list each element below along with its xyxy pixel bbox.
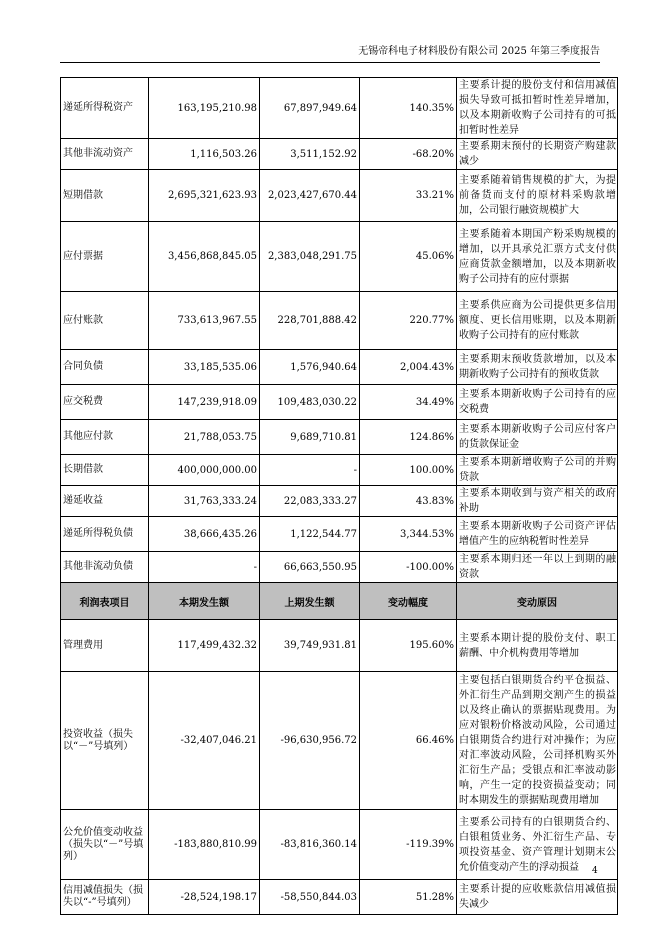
table-row: [61, 880, 618, 915]
income-section-header: [61, 583, 618, 620]
change-rate: 220.77%: [360, 292, 457, 350]
item-name: 递延收益: [61, 486, 149, 517]
prior-value: 2,023,427,670.44: [260, 170, 360, 222]
table-row: [61, 222, 618, 292]
change-reason: 主要系本期归还一年以上到期的融资款: [457, 552, 618, 583]
current-value: -: [149, 552, 260, 583]
change-rate: 51.28%: [360, 880, 457, 915]
change-reason: 主要系计提的股份支付和信用减值损失导致可抵扣暂时性差异增加，以及本期新收购子公司持有的可抵扣暂时性差异: [457, 78, 618, 139]
item-name: 其他非流动资产: [61, 139, 149, 170]
table-row: [61, 78, 618, 139]
change-rate: 140.35%: [360, 78, 457, 139]
current-value: 33,185,535.06: [149, 350, 260, 385]
page-number: 4: [592, 866, 598, 876]
prior-value: 9,689,710.81: [260, 420, 360, 455]
prior-value: -83,816,360.14: [260, 810, 360, 880]
prior-value: 1,122,544.77: [260, 517, 360, 552]
change-rate: 45.06%: [360, 222, 457, 292]
prior-value: -96,630,956.72: [260, 672, 360, 810]
current-value: -32,407,046.21: [149, 672, 260, 810]
report-title: 无锡帝科电子材料股份有限公司 2025 年第三季度报告: [358, 46, 600, 57]
table-row: [61, 420, 618, 455]
change-rate: -119.39%: [360, 810, 457, 880]
table-row: [61, 810, 618, 880]
page-header: [60, 42, 600, 63]
column-header: 本期发生额: [149, 583, 260, 620]
current-value: 31,763,333.24: [149, 486, 260, 517]
column-header: 变动幅度: [360, 583, 457, 620]
change-reason: 主要系本期收到与资产相关的政府补助: [457, 486, 618, 517]
prior-value: 66,663,550.95: [260, 552, 360, 583]
table-row: [61, 552, 618, 583]
change-reason: 主要系本期新收购子公司资产评估增值产生的应纳税暂时性差异: [457, 517, 618, 552]
prior-value: 39,749,931.81: [260, 620, 360, 672]
item-name: 短期借款: [61, 170, 149, 222]
prior-value: 1,576,940.64: [260, 350, 360, 385]
change-reason: 主要系计提的应收账款信用减值损失减少: [457, 880, 618, 915]
change-rate: -68.20%: [360, 139, 457, 170]
item-name: 管理费用: [61, 620, 149, 672]
change-reason: 主要系本期计提的股份支付、职工薪酬、中介机构费用等增加: [457, 620, 618, 672]
column-header: 利润表项目: [61, 583, 149, 620]
current-value: 117,499,432.32: [149, 620, 260, 672]
current-value: 163,195,210.98: [149, 78, 260, 139]
prior-value: -58,550,844.03: [260, 880, 360, 915]
change-rate: -100.00%: [360, 552, 457, 583]
current-value: 733,613,967.55: [149, 292, 260, 350]
change-rate: 33.21%: [360, 170, 457, 222]
current-value: 147,239,918.09: [149, 385, 260, 420]
item-name: 递延所得税资产: [61, 78, 149, 139]
change-rate: 43.83%: [360, 486, 457, 517]
prior-value: 228,701,888.42: [260, 292, 360, 350]
current-value: -28,524,198.17: [149, 880, 260, 915]
change-reason: 主要系公司持有的白银期货合约、白银租赁业务、外汇衍生产品、专项投资基金、资产管理计划期末公允价值变动产生的浮动损益: [457, 810, 618, 880]
table-row: [61, 385, 618, 420]
table-row: [61, 139, 618, 170]
change-rate: 3,344.53%: [360, 517, 457, 552]
prior-value: 3,511,152.92: [260, 139, 360, 170]
change-rate: 34.49%: [360, 385, 457, 420]
table-row: [61, 517, 618, 552]
prior-value: 22,083,333.27: [260, 486, 360, 517]
prior-value: 67,897,949.64: [260, 78, 360, 139]
current-value: 38,666,435.26: [149, 517, 260, 552]
change-reason: 主要系本期新增收购子公司的并购贷款: [457, 455, 618, 486]
table-row: [61, 455, 618, 486]
item-name: 长期借款: [61, 455, 149, 486]
change-rate: 195.60%: [360, 620, 457, 672]
item-name: 其他应付款: [61, 420, 149, 455]
item-name: 应交税费: [61, 385, 149, 420]
item-name: 投资收益（损失以“－”号填列）: [61, 672, 149, 810]
change-rate: 66.46%: [360, 672, 457, 810]
financial-change-table: [60, 77, 618, 915]
table-row: [61, 170, 618, 222]
table-row: [61, 620, 618, 672]
change-reason: 主要系供应商为公司提供更多信用额度、更长信用账期，以及本期新收购子公司持有的应付账款: [457, 292, 618, 350]
change-reason: 主要系期末预付的长期资产购建款减少: [457, 139, 618, 170]
column-header: 上期发生额: [260, 583, 360, 620]
prior-value: 2,383,048,291.75: [260, 222, 360, 292]
column-header: 变动原因: [457, 583, 618, 620]
table-row: [61, 672, 618, 810]
change-reason: 主要包括白银期货合约平仓损益、外汇衍生产品到期交割产生的损益以及终止确认的票据贴现费用。为应对银粉价格波动风险，公司通过白银期货合约进行对冲操作；为应对汇率波动风险，公司择机购买外汇衍生产品；受银点和汇率波动影响，产生一定的投资损益变动；同时本期发生的票据贴现费用增加: [457, 672, 618, 810]
change-reason: 主要系随着销售规模的扩大，为提前备货而支付的原材料采购款增加，公司银行融资规模扩大: [457, 170, 618, 222]
item-name: 合同负债: [61, 350, 149, 385]
change-rate: 124.86%: [360, 420, 457, 455]
item-name: 应付票据: [61, 222, 149, 292]
change-reason: 主要系本期新收购子公司持有的应交税费: [457, 385, 618, 420]
prior-value: 109,483,030.22: [260, 385, 360, 420]
item-name: 公允价值变动收益（损失以“－”号填列）: [61, 810, 149, 880]
item-name: 信用减值损失（损失以“-”号填列）: [61, 880, 149, 915]
current-value: 3,456,868,845.05: [149, 222, 260, 292]
current-value: 400,000,000.00: [149, 455, 260, 486]
table-row: [61, 350, 618, 385]
item-name: 应付账款: [61, 292, 149, 350]
change-rate: 100.00%: [360, 455, 457, 486]
table-row: [61, 292, 618, 350]
item-name: 递延所得税负债: [61, 517, 149, 552]
change-rate: 2,004.43%: [360, 350, 457, 385]
prior-value: -: [260, 455, 360, 486]
current-value: -183,880,810.99: [149, 810, 260, 880]
current-value: 21,788,053.75: [149, 420, 260, 455]
change-reason: 主要系本期新收购子公司应付客户的货款保证金: [457, 420, 618, 455]
current-value: 2,695,321,623.93: [149, 170, 260, 222]
change-reason: 主要系随着本期国产粉采购规模的增加，以开具承兑汇票方式支付供应商货款金额增加，以及本期新收购子公司持有的应付票据: [457, 222, 618, 292]
table-row: [61, 486, 618, 517]
change-reason: 主要系期末预收货款增加，以及本期新收购子公司持有的预收货款: [457, 350, 618, 385]
item-name: 其他非流动负债: [61, 552, 149, 583]
current-value: 1,116,503.26: [149, 139, 260, 170]
